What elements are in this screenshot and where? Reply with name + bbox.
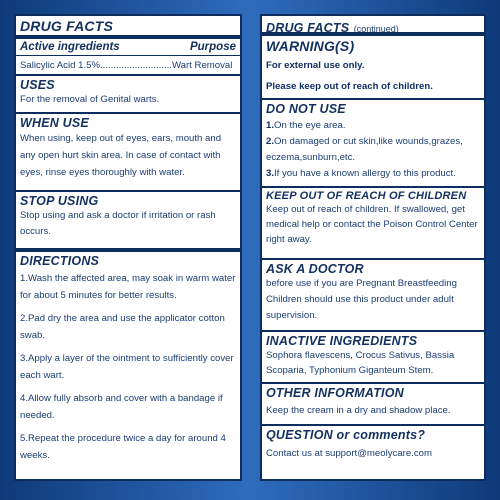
ingredient-divider [16, 55, 240, 56]
when-use-section [16, 114, 240, 192]
when-use-text: When using, keep out of eyes, ears, mouth and any open hurt skin area. In case of contact with eyes, rinse eyes thoroughly with water. [20, 133, 222, 178]
directions-title: DIRECTIONS [20, 254, 100, 268]
other-information-text: Keep the cream in a dry and shadow place. [266, 405, 451, 416]
warnings-line-1: For external use only. [266, 60, 365, 71]
do-not-use-section [262, 100, 484, 188]
item-number: 1. [266, 120, 275, 131]
item-text: On damaged or cut skin,like wounds,grazes, eczema,sunburn,etc. [266, 136, 463, 163]
item-text: If you have a known allergy to this product. [274, 168, 456, 179]
uses-text: For the removal of Genital warts. [20, 94, 160, 105]
do-not-use-title: DO NOT USE [266, 102, 346, 116]
warnings-title: WARNING(S) [266, 38, 355, 54]
other-information-section [262, 384, 484, 426]
inactive-ingredients-text: Sophora flavescens, Crocus Sativus, Bassia Scoparia, Typhonium Giganteum Stem. [266, 350, 455, 376]
drug-facts-panel-left [14, 14, 242, 481]
drug-facts-panel-right [260, 14, 486, 481]
uses-section [16, 76, 240, 114]
item-text: On the eye area. [274, 120, 346, 131]
do-not-use-item [266, 134, 480, 166]
stop-using-text: Stop using and ask a doctor if irritation or rash occurs. [20, 210, 216, 237]
uses-title: USES [20, 78, 55, 92]
ask-doctor-section [262, 260, 484, 332]
direction-step: 2.Pad dry the area and use the applicator cotton swab. [20, 313, 225, 341]
purpose-label: Purpose [189, 41, 236, 53]
ingredient-purpose: Wart Removal [171, 60, 233, 71]
item-number: 3. [266, 168, 275, 179]
keep-out-section [262, 188, 484, 260]
keep-out-text: Keep out of reach of children. If swallowed, get medical help or contact the Poison Control Center right away. [266, 204, 478, 245]
direction-step: 3.Apply a layer of the ointment to sufficiently cover each wart. [20, 353, 234, 381]
continued-header [262, 16, 484, 36]
question-section [262, 426, 484, 476]
question-title: QUESTION or comments? [266, 428, 426, 442]
item-number: 2. [266, 136, 275, 147]
do-not-use-item [266, 118, 480, 134]
directions-list [20, 270, 236, 464]
keep-out-title: KEEP OUT OF REACH OF CHILDREN [266, 190, 467, 202]
ask-doctor-text: before use if you are Pregnant Breastfeeding Children should use this product under adult supervision. [266, 278, 457, 321]
ingredient-name: Salicylic Acid 1.5% [20, 60, 100, 71]
warnings-section [262, 36, 484, 100]
ingredient-row [20, 58, 236, 73]
active-ingredients-section [16, 16, 240, 76]
direction-step: 4.Allow fully absorb and cover with a bandage if needed. [20, 393, 223, 421]
direction-step: 5.Repeat the procedure twice a day for around 4 weeks. [20, 433, 226, 461]
continued-suffix: (continued) [353, 24, 399, 34]
inactive-ingredients-title: INACTIVE INGREDIENTS [266, 334, 418, 348]
warnings-line-2: Please keep out of reach of children. [266, 81, 433, 92]
drug-facts-title: DRUG FACTS [20, 18, 113, 34]
stop-using-section [16, 192, 240, 252]
ask-doctor-title: ASK A DOCTOR [266, 262, 364, 276]
ingredient-dots: ........................... [99, 60, 172, 71]
inactive-ingredients-section [262, 332, 484, 384]
active-ingredients-label: Active ingredients [20, 41, 120, 53]
direction-step: 1.Wash the affected area, may soak in warm water for about 5 minutes for better results. [20, 273, 236, 301]
active-header-row [20, 41, 236, 53]
title-divider [16, 35, 240, 39]
do-not-use-item [266, 166, 480, 182]
question-text: Contact us at support@meolycare.com [266, 448, 432, 459]
drug-facts-continued-title: DRUG FACTS [266, 21, 350, 35]
other-information-title: OTHER INFORMATION [266, 386, 404, 400]
directions-section [16, 252, 240, 479]
stop-using-title: STOP USING [20, 194, 99, 208]
when-use-title: WHEN USE [20, 116, 89, 130]
